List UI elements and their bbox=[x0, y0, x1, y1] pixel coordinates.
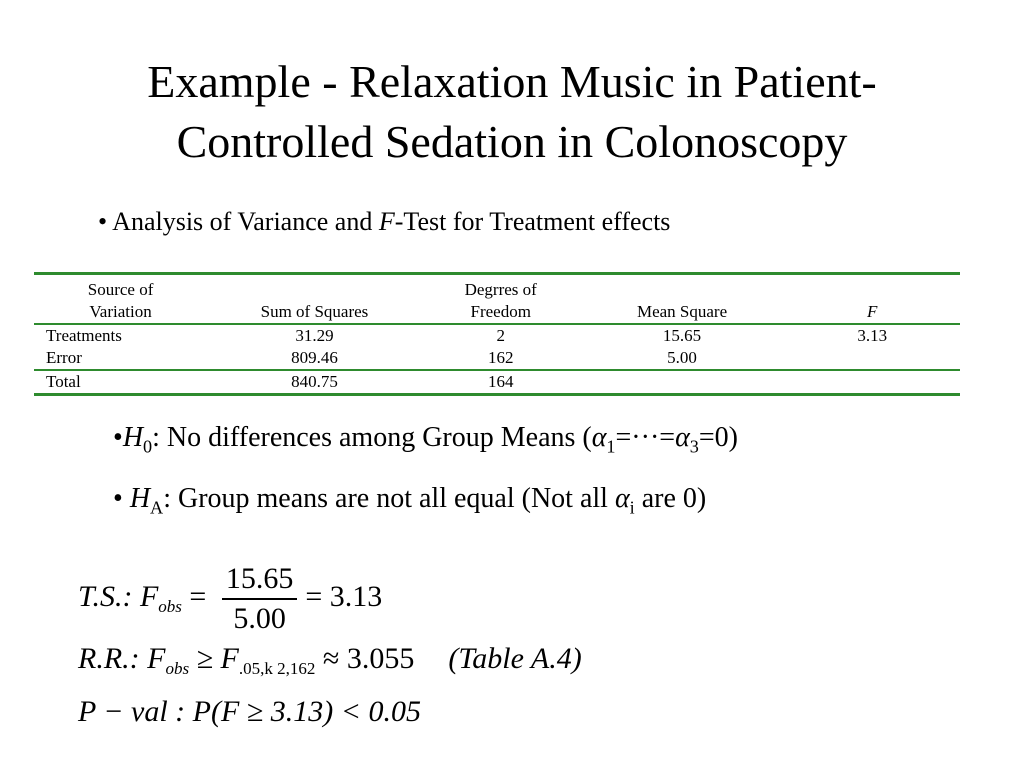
rr-sub: obs bbox=[165, 659, 190, 678]
table-row-error bbox=[34, 347, 960, 370]
header-ss: Sum of Squares bbox=[207, 301, 422, 324]
alpha-i: α bbox=[614, 483, 630, 514]
rr-result: ≈ 3.055 bbox=[315, 642, 415, 675]
cell-f bbox=[784, 347, 960, 370]
ha-bullet: • bbox=[113, 483, 130, 514]
ts-denominator: 5.00 bbox=[233, 602, 286, 635]
header-ss-blank bbox=[207, 274, 422, 302]
ts-fraction bbox=[222, 562, 298, 636]
ts-sub: obs bbox=[158, 596, 182, 616]
cell-source: Total bbox=[34, 370, 207, 395]
anova-bullet-f: F bbox=[378, 207, 395, 236]
title-line-2: Controlled Sedation in Colonoscopy bbox=[176, 116, 848, 167]
pv-text: P − val : P(F ≥ 3.13) < 0.05 bbox=[78, 695, 422, 728]
rr-mid: ≥ F bbox=[189, 642, 239, 675]
alpha-1-sub: 1 bbox=[606, 436, 616, 457]
ha-symbol: H bbox=[129, 483, 151, 514]
rr-label: R.R.: F bbox=[78, 642, 166, 675]
ha-sub: A bbox=[150, 497, 164, 518]
cell-df: 162 bbox=[487, 348, 514, 367]
ts-numerator: 15.65 bbox=[222, 562, 298, 600]
ts-label: T.S.: F bbox=[78, 579, 159, 613]
title-line-1: Example - Relaxation Music in Patient- bbox=[147, 56, 877, 107]
alpha-i-sub: i bbox=[629, 497, 635, 518]
alpha-3: α bbox=[675, 422, 690, 453]
cell-ms bbox=[580, 370, 785, 395]
ts-result: = 3.13 bbox=[305, 579, 383, 613]
h0-sub: 0 bbox=[143, 436, 153, 457]
cell-source: Error bbox=[46, 348, 82, 367]
cell-ss: 31.29 bbox=[295, 326, 334, 345]
alpha-3-sub: 3 bbox=[689, 436, 699, 457]
anova-table bbox=[34, 272, 960, 396]
rejection-region-formula bbox=[78, 642, 582, 679]
alt-hypothesis-bullet bbox=[113, 483, 706, 524]
header-ms: Mean Square bbox=[580, 301, 785, 324]
header-df-line1: Degrres of bbox=[422, 274, 580, 302]
header-source-line1: Source of bbox=[34, 274, 207, 302]
ha-text: : Group means are not all equal (Not all bbox=[163, 483, 615, 514]
h0-text: : No differences among Group Means ( bbox=[152, 422, 592, 453]
anova-bullet-prefix: • Analysis of Variance and bbox=[98, 207, 379, 236]
cell-ms: 15.65 bbox=[662, 326, 702, 345]
header-source-line2: Variation bbox=[34, 301, 207, 324]
cell-df: 164 bbox=[422, 370, 580, 395]
test-statistic-formula bbox=[78, 562, 382, 636]
cell-ms: 5.00 bbox=[667, 348, 697, 367]
cell-source: Treatments bbox=[46, 326, 122, 345]
rr-table: (Table A.4) bbox=[448, 642, 582, 675]
table-header-row-1 bbox=[34, 274, 960, 302]
rr-sub2: .05,k 2,162 bbox=[238, 659, 316, 678]
alpha-1: α bbox=[591, 422, 607, 453]
h0-symbol: H bbox=[122, 422, 144, 453]
ts-eq: = bbox=[181, 579, 214, 613]
ha-end: are 0) bbox=[634, 483, 707, 514]
h0-end: =0) bbox=[698, 422, 738, 453]
table-row-total bbox=[34, 370, 960, 395]
anova-bullet-suffix: -Test for Treatment effects bbox=[394, 207, 671, 236]
header-f-blank bbox=[784, 274, 960, 302]
cell-f: 3.13 bbox=[857, 326, 888, 345]
header-f: F bbox=[784, 301, 960, 324]
slide-title bbox=[60, 52, 964, 172]
anova-bullet bbox=[98, 206, 670, 238]
cell-ss: 840.75 bbox=[207, 370, 422, 395]
cell-ss: 809.46 bbox=[291, 348, 338, 367]
header-df-line2: Freedom bbox=[422, 301, 580, 324]
table-row-treatments bbox=[34, 324, 960, 347]
cell-df: 2 bbox=[496, 326, 505, 345]
h0-bullet: • bbox=[113, 422, 123, 453]
table-header-row-2 bbox=[34, 301, 960, 324]
p-value-formula bbox=[78, 695, 421, 729]
cell-f bbox=[784, 370, 960, 395]
null-hypothesis-bullet bbox=[113, 422, 738, 463]
header-ms-blank bbox=[580, 274, 785, 302]
h0-mid: =···= bbox=[615, 422, 676, 453]
